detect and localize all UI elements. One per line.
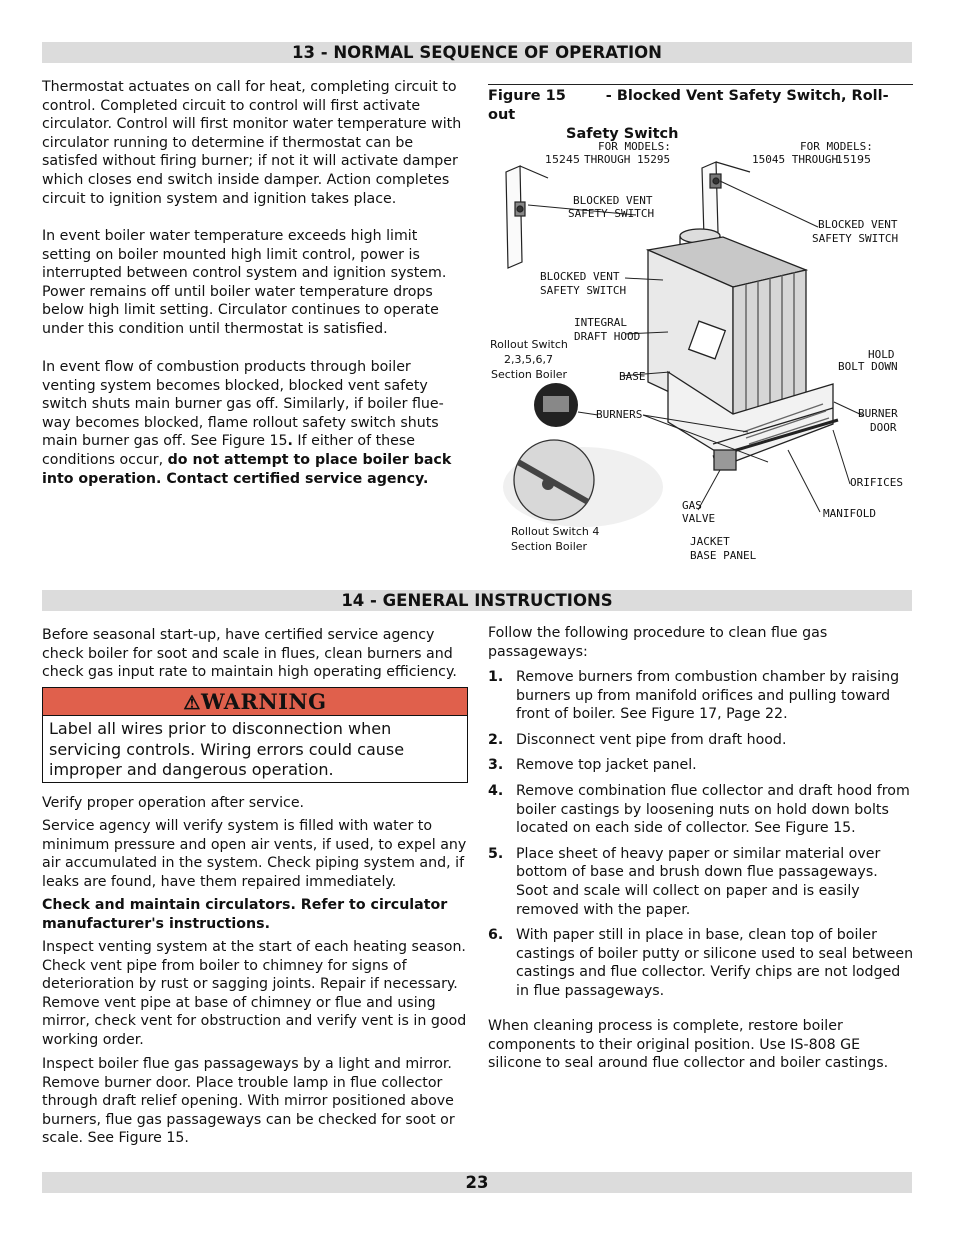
cleaning-steps-list	[488, 668, 914, 1008]
label-rollout-3: Section Boiler	[491, 368, 568, 381]
label-manifold: MANIFOLD	[823, 507, 876, 520]
label-bvss-top-1: BLOCKED VENT	[573, 194, 653, 207]
label-rollout-1: Rollout Switch	[490, 338, 568, 351]
label-burners: BURNERS	[596, 408, 643, 421]
label-door-2: DOOR	[870, 421, 897, 434]
label-for-models-left: FOR MODELS:	[598, 140, 671, 153]
section-13-paragraph-2: In event boiler water temperature exceeds high limit setting on boiler mounted high limit control, power is interrupted between control system and ignition system. Power remains off until boiler water temperature drops below high limit setting. Circulator continues to operate under this condition until thermostat is satisfied.	[42, 228, 447, 337]
list-item: 2. Disconnect vent pipe from draft hood.	[488, 731, 787, 748]
label-for-models-right: FOR MODELS:	[800, 140, 873, 153]
label-jacket-2: BASE PANEL	[690, 549, 757, 562]
figure-caption-line-2: Safety Switch	[566, 126, 679, 142]
label-gas-1: GAS	[682, 499, 702, 512]
label-right-range-b: 15195	[836, 153, 871, 166]
paragraph-3-period: .	[287, 433, 293, 450]
label-bvss-right-1: BLOCKED VENT	[818, 218, 898, 231]
verify-text: Verify proper operation after service.	[42, 795, 305, 811]
label-hold-1: HOLD	[868, 348, 895, 361]
circulator-text: Check and maintain circulators. Refer to circulator manufacturer's instructions.	[42, 897, 448, 932]
boiler-diagram	[488, 132, 908, 564]
label-base: BASE	[619, 370, 646, 383]
closing-text: When cleaning process is complete, restore boiler components to their original position. Use IS-808 GE silicone to seal around flue collector and boiler castings.	[488, 1018, 889, 1072]
paragraph-3-text: In event flow of combustion products through boiler venting system becomes blocked, blocked vent safety switch shuts main burner gas off. Similarly, if boiler flue-way becomes blocked, flame rollout safety switch shuts main burner gas off. See Figure 15	[42, 359, 444, 450]
left-detail-drawing	[506, 166, 548, 268]
section-13-paragraph-3	[42, 358, 467, 488]
label-left-range-a: 15245	[545, 153, 580, 166]
label-bvss-mid-1: BLOCKED VENT	[540, 270, 620, 283]
label-hood-2: DRAFT HOOD	[574, 330, 641, 343]
list-item: 5. Place sheet of heavy paper or similar material over bottom of base and brush down flue passageways. Soot and scale will collect on paper and is easily removed with the paper.	[488, 845, 881, 918]
label-rollout-2: 2,3,5,6,7	[504, 353, 553, 366]
figure-number: Figure 15	[488, 88, 566, 104]
label-gas-2: VALVE	[682, 512, 716, 525]
label-door-1: BURNER	[858, 407, 898, 420]
paragraph-3-tail: If either of these conditions occur,	[42, 433, 416, 468]
warning-box	[42, 687, 468, 783]
list-item: 6. With paper still in place in base, clean top of boiler castings of boiler putty or silicone used to seal between castings and flue collector. Verify chips are not lodged in flue passageways.	[488, 927, 914, 999]
flue-text: Inspect boiler flue gas passageways by a light and mirror. Remove burner door. Place trouble lamp in flue collector through draft relief opening. With mirror positioned above burners, flue gas passageways can be checked for soot or scale. See Figure 15.	[42, 1056, 455, 1147]
right-detail-drawing	[702, 162, 750, 238]
section-14-intro: Before seasonal start-up, have certified service agency check boiler for soot and scale in flues, clean burners and check gas input rate to maintain high operating efficiency.	[42, 627, 457, 681]
rollout-switch-bracket-1	[543, 396, 569, 412]
paragraph-3-bold-warning: do not attempt to place boiler back into operation. Contact certified service agency.	[42, 451, 452, 487]
list-item: 1. Remove burners from combustion chamber by raising burners up from manifold orifices and pulling toward front of boiler. See Figure 17, Page 22.	[488, 669, 900, 723]
warning-text: Label all wires prior to disconnection when servicing controls. Wiring errors could cause improper and dangerous operation.	[49, 719, 405, 779]
service-text: Service agency will verify system is filled with water to minimum pressure and open air vents, if used, to expel any air accumulated in the system. Check piping system and, if leaks are found, have them repaired immediately.	[42, 818, 467, 890]
label-jacket-1: JACKET	[690, 535, 730, 548]
list-item: 3. Remove top jacket panel.	[488, 757, 697, 774]
page-number: 23	[42, 1172, 912, 1193]
section-14-header: 14 - GENERAL INSTRUCTIONS	[42, 590, 912, 611]
warning-title: WARNING	[200, 689, 327, 714]
figure-caption-line-1: - Blocked Vent Safety Switch, Roll-out	[488, 88, 889, 123]
boiler-body	[648, 229, 838, 470]
procedure-intro: Follow the following procedure to clean flue gas passageways:	[488, 625, 828, 660]
label-hold-2: BOLT DOWN	[838, 360, 898, 373]
section-13-header: 13 - NORMAL SEQUENCE OF OPERATION	[42, 42, 912, 63]
venting-text: Inspect venting system at the start of each heating season. Check vent pipe from boiler to chimney for signs of deterioration by rust or sagging joints. Repair if necessary. Remove vent pipe at base of chimney or flue and using mirror, check vent for obstruction and verify vent is in good working order.	[42, 939, 467, 1048]
label-orifices: ORIFICES	[850, 476, 903, 489]
label-bvss-mid-2: SAFETY SWITCH	[540, 284, 627, 297]
label-bvss-right-2: SAFETY SWITCH	[812, 232, 899, 245]
label-right-range-a: 15045 THROUGH	[752, 153, 839, 166]
label-rollout4-1: Rollout Switch 4	[511, 525, 600, 538]
list-item: 4. Remove combination flue collector and draft hood from boiler castings by loosening nuts on hold down bolts located on each side of collector. See Figure 15.	[488, 782, 910, 837]
section-13-paragraph-1: Thermostat actuates on call for heat, completing circuit to control. Completed circuit to control will first activate circulator. Control will first monitor water temperature with circulator running to determine if thermostat can be satisfed without firing burner; if not it will activate damper which closes end switch inside damper. Action completes circuit to ignition system and ignition takes place.	[42, 79, 462, 207]
rollout-switch-bolt	[542, 478, 554, 490]
warning-triangle-icon: ⚠	[183, 692, 201, 714]
label-rollout4-2: Section Boiler	[511, 540, 588, 553]
label-hood-1: INTEGRAL	[574, 316, 627, 329]
label-left-range-b: THROUGH 15295	[584, 153, 671, 166]
label-bvss-top-2: SAFETY SWITCH	[568, 207, 655, 220]
warning-header	[43, 688, 467, 716]
